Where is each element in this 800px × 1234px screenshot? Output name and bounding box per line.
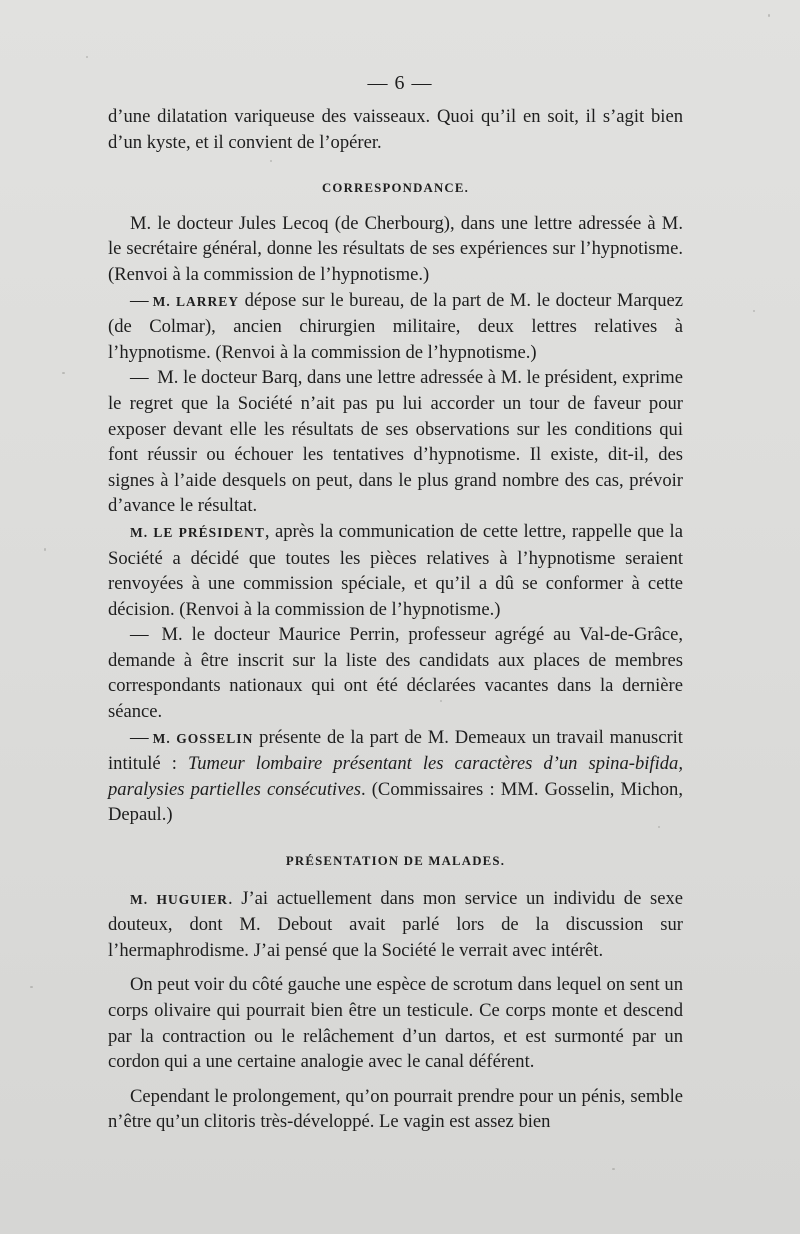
speaker-name: M. LE PRÉSIDENT: [130, 524, 265, 540]
em-dash: —: [130, 726, 149, 748]
section-heading-correspondance: CORRESPONDANCE.: [321, 181, 470, 196]
speaker-name: M. GOSSELIN: [152, 730, 254, 746]
work-title: Tumeur lombaire présentant les caractères d’un spina-bifida, paralysies partielles consécutives: [108, 753, 684, 800]
paragraph-lecoq: M. le docteur Jules Lecoq (de Cherbourg), dans une lettre adressée à M. le secrétaire général, donne les résultats de ses expériences sur l’hypnotisme. (Renvoi à la commission de l’hypnotisme.): [108, 212, 683, 285]
paragraph-scrotum: On peut voir du côté gauche une espèce de scrotum dans lequel on sent un corps olivaire qui pourrait bien être un testicule. Ce corps monte et descend par la contraction ou le relâchement d’un dartos, et est surmonté par un cordon qui a une certaine analogie avec le canal déférent.: [108, 974, 683, 1073]
paragraph-barq: [108, 365, 683, 519]
page-number: — 6 —: [367, 72, 433, 94]
paragraph-text: M. le docteur Barq, dans une lettre adressée à M. le président, exprime le regret que la Société n’ait pas pu lui accorder un tour de faveur pour exposer devant elle les résultats de ses observations sur les conditions qui font réussir ou échouer les tentatives d’hypnotisme. Il existe, dit-il, des signes à l’aide desquels on peut, dans le plus grand nombre des cas, prévoir d’avance le résultat.: [108, 367, 683, 517]
paragraph-larrey: [108, 288, 683, 366]
body-text: [108, 104, 683, 1135]
section-heading-presentation: PRÉSENTATION DE MALADES.: [285, 854, 506, 869]
paragraph-perrin: [108, 622, 683, 724]
speaker-name: M. LARREY: [152, 293, 240, 309]
paragraph-text: , après la communication de cette lettre, rappelle que la Société a décidé que toutes les pièces relatives à l’hypnotisme seraient renvoyées à une commission spéciale, et qu’il a dû se conformer à cette décision. (Renvoi à la commission de l’hypnotisme.): [108, 520, 683, 620]
paragraph-text: présente de la part de M. Demeaux un travail manuscrit intitulé :: [108, 726, 683, 775]
paragraph-huguier: [108, 886, 683, 964]
em-dash: —: [130, 367, 149, 389]
em-dash: —: [130, 289, 149, 311]
paragraph-gosselin: [108, 725, 683, 828]
em-dash: —: [130, 624, 149, 646]
paragraph-clitoris: Cependant le prolongement, qu’on pourrait prendre pour un pénis, semble n’être qu’un clitoris très-développé. Le vagin est assez bien: [108, 1085, 683, 1133]
paragraph-text: M. le docteur Maurice Perrin, professeur agrégé au Val-de-Grâce, demande à être inscrit sur la liste des candidats aux places de membres correspondants nationaux qui ont été déclarées vacantes dans la dernière séance.: [108, 624, 683, 723]
paragraph-text: . (Commissaires : MM. Gosselin, Michon, Depaul.): [108, 778, 683, 826]
paragraph-text: . J’ai actuellement dans mon service un individu de sexe douteux, dont M. Debout avait parlé lors de la discussion sur l’hermaphrodisme. J’ai pensé que la Société le verrait avec intérêt.: [108, 887, 683, 961]
paragraph-text: dépose sur le bureau, de la part de M. le docteur Marquez (de Colmar), ancien chirurgien militaire, deux lettres relatives à l’hypnotisme. (Renvoi à la commission de l’hypnotisme.): [108, 289, 684, 363]
speaker-name: M. HUGUIER: [130, 891, 228, 907]
paragraph-continued: d’une dilatation variqueuse des vaisseaux. Quoi qu’il en soit, il s’agit bien d’un kyste, et il convient de l’opérer.: [108, 106, 683, 153]
paragraph-president: [108, 519, 683, 622]
